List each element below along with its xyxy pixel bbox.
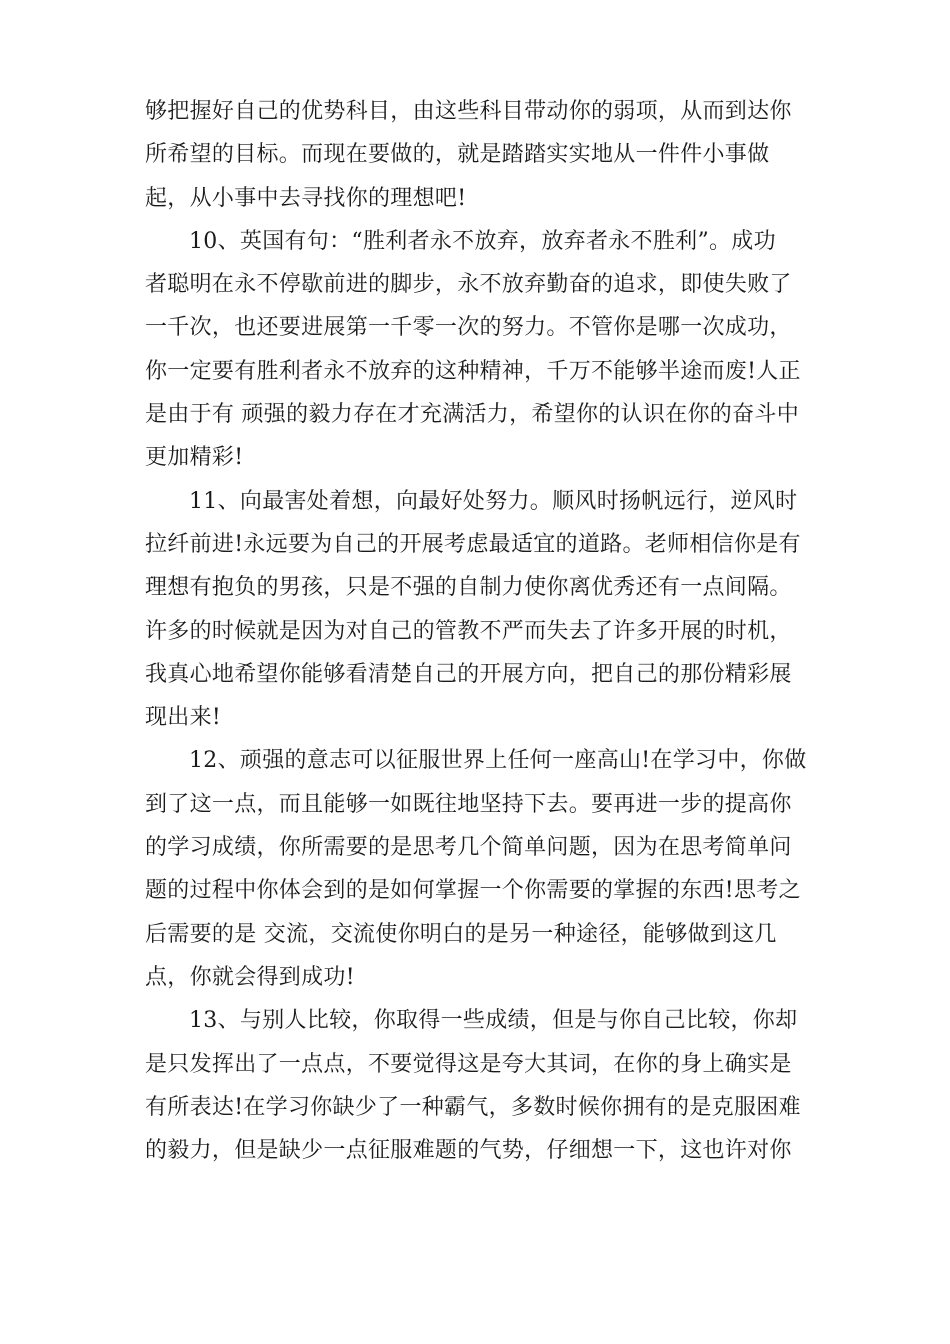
- text-line: 所希望的目标。而现在要做的，就是踏踏实实地从一件件小事做: [145, 142, 770, 168]
- text-line: 一千次，也还要进展第一千零一次的努力。不管你是哪一次成功，: [145, 315, 792, 341]
- text-line: 10、英国有句：“胜利者永不放弃，放弃者永不胜利”。成功: [189, 228, 776, 254]
- text-line: 更加精彩!: [145, 445, 244, 471]
- text-line: 者聪明在永不停歇前进的脚步，永不放弃勤奋的追求，即使失败了: [145, 272, 792, 298]
- text-line: 我真心地希望你能够看清楚自己的开展方向，把自己的那份精彩展: [145, 661, 792, 687]
- text-line: 理想有抱负的男孩，只是不强的自制力使你离优秀还有一点间隔。: [145, 575, 792, 601]
- text-line: 够把握好自己的优势科目，由这些科目带动你的弱项，从而到达你: [145, 99, 792, 124]
- text-line: 拉纤前进!永远要为自己的开展考虑最适宜的道路。老师相信你是有: [145, 531, 801, 557]
- text-line: 题的过程中你体会到的是如何掌握一个你需要的掌握的东西!思考之: [145, 878, 801, 904]
- text-line: 13、与别人比较，你取得一些成绩，但是与你自己比较，你却: [189, 1008, 798, 1034]
- text-line: 有所表达!在学习你缺少了一种霸气，多数时候你拥有的是克服困难: [145, 1094, 801, 1120]
- body-text: [145, 90, 815, 1172]
- text-line: 到了这一点，而且能够一如既往地坚持下去。要再进一步的提高你: [145, 791, 792, 817]
- text-line: 11、向最害处着想，向最好处努力。顺风时扬帆远行，逆风时: [189, 488, 798, 514]
- text-line: 后需要的是 交流，交流使你明白的是另一种途径，能够做到这几: [145, 921, 777, 947]
- text-line: 起，从小事中去寻找你的理想吧!: [145, 185, 467, 211]
- text-line: 是只发挥出了一点点，不要觉得这是夸大其词，在你的身上确实是: [145, 1051, 792, 1077]
- text-line: 的毅力，但是缺少一点征服难题的气势，仔细想一下，这也许对你: [145, 1138, 792, 1164]
- text-line: 你一定要有胜利者永不放弃的这种精神，千万不能够半途而废!人正: [145, 358, 801, 384]
- text-line: 现出来!: [145, 705, 222, 731]
- text-line: 点，你就会得到成功!: [145, 964, 355, 990]
- text-line: 是由于有 顽强的毅力存在才充满活力，希望你的认识在你的奋斗中: [145, 402, 799, 428]
- text-line: 12、顽强的意志可以征服世界上任何一座高山!在学习中，你做: [189, 748, 807, 774]
- text-line: 的学习成绩，你所需要的是思考几个简单问题，因为在思考简单问: [145, 835, 792, 861]
- text-line: 许多的时候就是因为对自己的管教不严而失去了许多开展的时机，: [145, 618, 792, 644]
